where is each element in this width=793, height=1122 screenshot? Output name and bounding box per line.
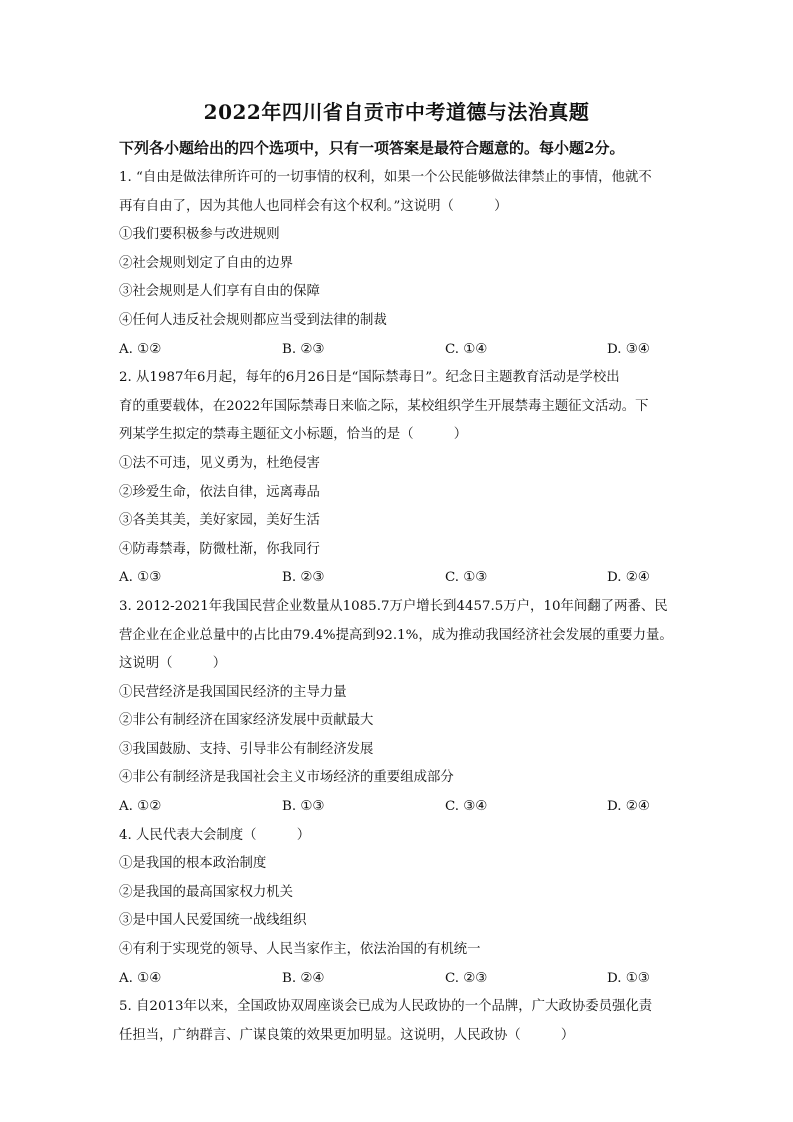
statement-item: ③是中国人民爱国统一战线组织 bbox=[119, 913, 307, 929]
option-c: C. ②③ bbox=[445, 970, 488, 986]
option-b: B. ①③ bbox=[282, 799, 325, 815]
statement-item: ②是我国的最高国家权力机关 bbox=[119, 884, 294, 900]
option-a: A. ①③ bbox=[119, 570, 162, 586]
statement-item: ①法不可违，见义勇为，杜绝侵害 bbox=[119, 455, 320, 471]
option-b: B. ②③ bbox=[282, 570, 325, 586]
statement-item: ①民营经济是我国国民经济的主导力量 bbox=[119, 684, 347, 700]
question-1 bbox=[119, 164, 679, 364]
statement-item: ③社会规则是人们享有自由的保障 bbox=[119, 284, 320, 300]
question-stem-line: 4. 人民代表大会制度（ ） bbox=[119, 827, 311, 843]
option-a: A. ①② bbox=[119, 799, 162, 815]
option-a: A. ①④ bbox=[119, 970, 162, 986]
answer-options bbox=[119, 793, 679, 822]
question-stem-line: 列某学生拟定的禁毒主题征文小标题，恰当的是（ ） bbox=[119, 427, 468, 443]
section-instruction: 下列各小题给出的四个选项中，只有一项答案是最符合题意的。每小题2分。 bbox=[119, 139, 625, 157]
statement-item: ①是我国的根本政治制度 bbox=[119, 856, 267, 872]
question-stem-line: 5. 自2013年以来，全国政协双周座谈会已成为人民政协的一个品牌，广大政协委员强化责 bbox=[119, 999, 653, 1015]
question-4 bbox=[119, 822, 679, 994]
question-stem-line: 2. 从1987年6月起，每年的6月26日是“国际禁毒日”。纪念日主题教育活动是学校出 bbox=[119, 370, 620, 386]
option-d: D. ②④ bbox=[607, 799, 650, 815]
question-stem-line: 这说明（ ） bbox=[119, 656, 227, 672]
statement-item: ④任何人违反社会规则都应当受到法律的制裁 bbox=[119, 312, 387, 328]
statement-item: ②非公有制经济在国家经济发展中贡献最大 bbox=[119, 713, 374, 729]
answer-options bbox=[119, 564, 679, 593]
question-stem-line: 1. “自由是做法律所许可的一切事情的权利，如果一个公民能够做法律禁止的事情，他就不 bbox=[119, 170, 652, 185]
option-d: D. ②④ bbox=[607, 570, 650, 586]
question-stem-line: 再有自由了，因为其他人也同样会有这个权利。”这说明（ ） bbox=[119, 198, 508, 214]
answer-options bbox=[119, 336, 679, 365]
option-d: D. ①③ bbox=[607, 970, 650, 986]
option-a: A. ①② bbox=[119, 341, 162, 357]
option-c: C. ③④ bbox=[445, 799, 488, 815]
statement-item: ②珍爱生命，依法自律，远离毒品 bbox=[119, 484, 320, 500]
statement-item: ③各美其美，美好家园，美好生活 bbox=[119, 513, 320, 529]
statement-item: ②社会规则划定了自由的边界 bbox=[119, 255, 294, 271]
question-list bbox=[119, 164, 679, 1050]
option-b: B. ②③ bbox=[282, 341, 325, 357]
option-b: B. ②④ bbox=[282, 970, 325, 986]
question-2 bbox=[119, 364, 679, 593]
page-title: 2022年四川省自贡市中考道德与法治真题 bbox=[203, 100, 590, 124]
question-stem-line: 营企业在企业总量中的占比由79.4%提高到92.1%，成为推动我国经济社会发展的重要力量。 bbox=[119, 627, 673, 643]
question-stem-line: 任担当，广纳群言、广谋良策的效果更加明显。这说明，人民政协（ ） bbox=[119, 1027, 575, 1043]
option-c: C. ①④ bbox=[445, 341, 488, 357]
question-stem-line: 育的重要载体，在2022年国际禁毒日来临之际，某校组织学生开展禁毒主题征文活动。下 bbox=[119, 398, 649, 414]
question-5 bbox=[119, 993, 679, 1050]
question-stem-line: 3. 2012-2021年我国民营企业数量从1085.7万户增长到4457.5万户，10年间翻了两番、民 bbox=[119, 598, 668, 614]
answer-options bbox=[119, 965, 679, 994]
statement-item: ③我国鼓励、支持、引导非公有制经济发展 bbox=[119, 741, 374, 757]
option-c: C. ①③ bbox=[445, 570, 488, 586]
statement-item: ④防毒禁毒，防微杜渐，你我同行 bbox=[119, 541, 320, 557]
question-3 bbox=[119, 593, 679, 822]
statement-item: ④非公有制经济是我国社会主义市场经济的重要组成部分 bbox=[119, 770, 454, 786]
statement-item: ①我们要积极参与改进规则 bbox=[119, 227, 280, 243]
statement-item: ④有利于实现党的领导、人民当家作主，依法治国的有机统一 bbox=[119, 942, 481, 958]
option-d: D. ③④ bbox=[607, 341, 650, 357]
